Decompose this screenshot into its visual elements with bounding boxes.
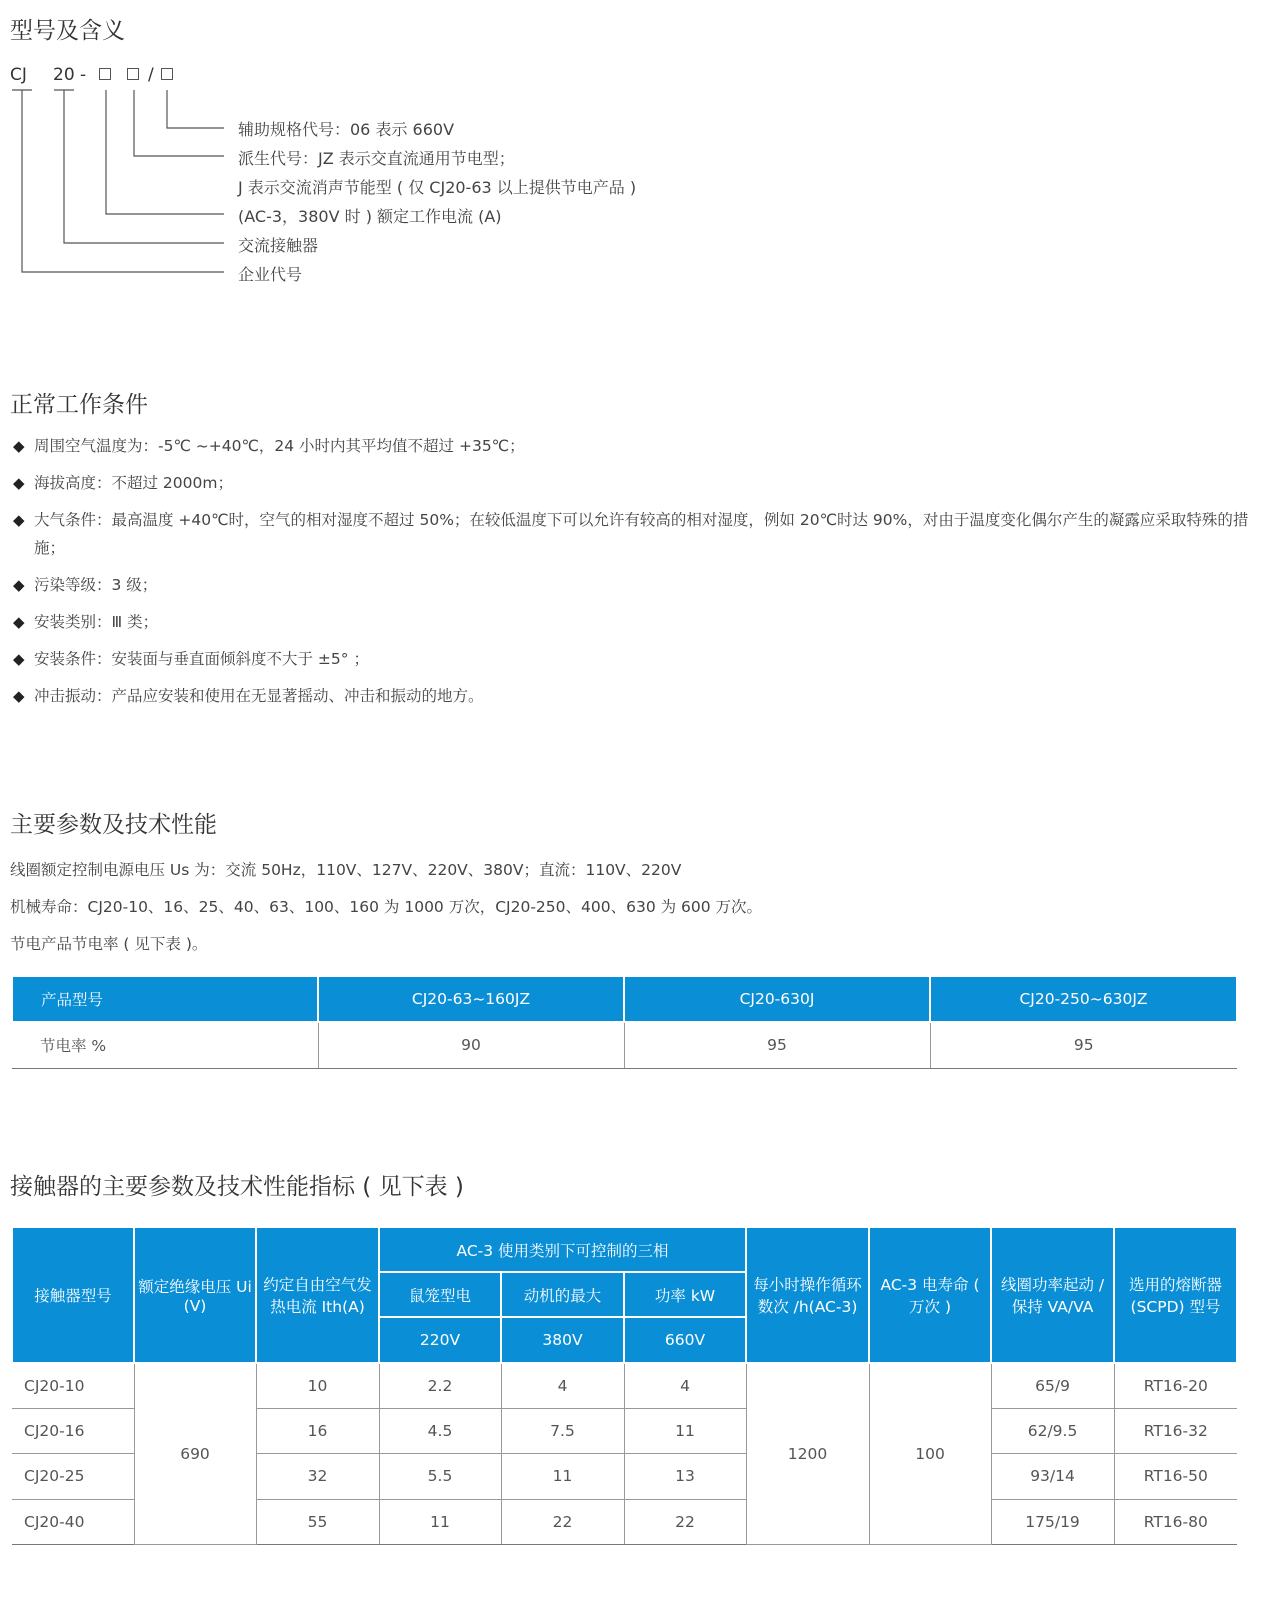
meaning-line-2: 派生代号：JZ 表示交直流通用节电型； (238, 149, 515, 168)
table-row (12, 1363, 1237, 1408)
diamond-bullet-icon: ◆ (13, 511, 25, 529)
header-sub-2: 动机的最大 (501, 1272, 624, 1317)
header-life: AC-3 电寿命 ( 万次 ) (869, 1227, 991, 1363)
cell-life-shared: 100 (869, 1363, 991, 1544)
model-meaning-heading: 型号及含义 (10, 18, 125, 44)
meaning-line-6: 企业代号 (238, 265, 303, 284)
cell-coil: 175/19 (991, 1499, 1114, 1544)
diamond-bullet-icon: ◆ (13, 576, 25, 594)
saving-cell: 95 (930, 1022, 1237, 1068)
cell-coil: 93/14 (991, 1453, 1114, 1499)
cell-p220: 11 (379, 1499, 501, 1544)
diamond-bullet-icon: ◆ (13, 437, 25, 455)
condition-item: ◆ 周围空气温度为：-5℃ ~+40℃，24 小时内其平均值不超过 +35℃； (10, 432, 1250, 460)
saving-rate-table (11, 975, 1238, 1069)
cell-ui-shared: 690 (134, 1363, 256, 1544)
cell-ith: 16 (256, 1408, 379, 1453)
params-line-3: 节电产品节电率 ( 见下表 )。 (10, 935, 208, 953)
diamond-bullet-icon: ◆ (13, 613, 25, 631)
header-sub-1: 鼠笼型电 (379, 1272, 501, 1317)
saving-cell: 90 (318, 1022, 624, 1068)
header-660v: 660V (624, 1317, 746, 1363)
model-code-slash: / (148, 65, 154, 85)
cell-p380: 22 (501, 1499, 624, 1544)
header-220v: 220V (379, 1317, 501, 1363)
table-row (12, 1022, 1237, 1068)
cell-coil: 65/9 (991, 1363, 1114, 1408)
cell-p660: 4 (624, 1363, 746, 1408)
model-code-cj: CJ (10, 65, 27, 85)
saving-cell: 95 (624, 1022, 930, 1068)
cell-coil: 62/9.5 (991, 1408, 1114, 1453)
diamond-bullet-icon: ◆ (13, 650, 25, 668)
saving-header-col: CJ20-63~160JZ (318, 976, 624, 1022)
cell-p380: 11 (501, 1453, 624, 1499)
cell-fuse: RT16-20 (1114, 1363, 1237, 1408)
cell-fuse: RT16-80 (1114, 1499, 1237, 1544)
saving-header-col: CJ20-630J (624, 976, 930, 1022)
model-code-leader-lines (0, 0, 260, 290)
cell-ith: 55 (256, 1499, 379, 1544)
meaning-line-1: 辅助规格代号：06 表示 660V (238, 120, 455, 139)
cell-p220: 5.5 (379, 1453, 501, 1499)
cell-p220: 4.5 (379, 1408, 501, 1453)
condition-item: ◆ 污染等级：3 级； (10, 571, 1250, 599)
meaning-line-3: J 表示交流消声节能型 ( 仅 CJ20-63 以上提供节电产品 ) (238, 178, 637, 197)
conditions-list (10, 432, 1250, 719)
cell-model: CJ20-16 (12, 1408, 134, 1453)
cell-model: CJ20-40 (12, 1499, 134, 1544)
header-sub-3: 功率 kW (624, 1272, 746, 1317)
cell-ith: 10 (256, 1363, 379, 1408)
params-heading: 主要参数及技术性能 (10, 812, 217, 838)
params-line-2: 机械寿命：CJ20-10、16、25、40、63、100、160 为 1000 万次，CJ20-250、400、630 为 600 万次。 (10, 898, 763, 916)
cell-p220: 2.2 (379, 1363, 501, 1408)
header-ops: 每小时操作循环数次 /h(AC-3) (746, 1227, 869, 1363)
header-model: 接触器型号 (12, 1227, 134, 1363)
header-380v: 380V (501, 1317, 624, 1363)
saving-header-model: 产品型号 (12, 976, 318, 1022)
meaning-line-5: 交流接触器 (238, 236, 319, 255)
condition-item: ◆ 安装条件：安装面与垂直面倾斜度不大于 ±5° ； (10, 645, 1250, 673)
saving-row-label: 节电率 % (12, 1022, 318, 1068)
header-ith: 约定自由空气发热电流 Ith(A) (256, 1227, 379, 1363)
cell-fuse: RT16-50 (1114, 1453, 1237, 1499)
header-fuse: 选用的熔断器 (SCPD) 型号 (1114, 1227, 1237, 1363)
meaning-line-4: (AC-3，380V 时 ) 额定工作电流 (A) (238, 207, 502, 226)
contactor-params-table (11, 1226, 1238, 1545)
condition-item: ◆ 安装类别：Ⅲ 类； (10, 608, 1250, 636)
model-code-num: 20 - (53, 65, 87, 85)
cell-fuse: RT16-32 (1114, 1408, 1237, 1453)
cell-ith: 32 (256, 1453, 379, 1499)
condition-item: ◆ 大气条件：最高温度 +40℃时，空气的相对湿度不超过 50%；在较低温度下可以允许有较高的相对湿度，例如 20℃时达 90%，对由于温度变化偶尔产生的凝露应采取特殊的措施； (10, 506, 1250, 562)
condition-item: ◆ 冲击振动：产品应安装和使用在无显著摇动、冲击和振动的地方。 (10, 682, 1250, 710)
saving-header-col: CJ20-250~630JZ (930, 976, 1237, 1022)
header-ac3-group: AC-3 使用类别下可控制的三相 (379, 1227, 746, 1272)
cell-p380: 7.5 (501, 1408, 624, 1453)
cell-p660: 22 (624, 1499, 746, 1544)
diamond-bullet-icon: ◆ (13, 687, 25, 705)
conditions-heading: 正常工作条件 (10, 392, 148, 418)
cell-ops-shared: 1200 (746, 1363, 869, 1544)
params-line-1: 线圈额定控制电源电压 Us 为：交流 50Hz，110V、127V、220V、380V；直流：110V、220V (10, 861, 682, 879)
diamond-bullet-icon: ◆ (13, 474, 25, 492)
condition-item: ◆ 海拔高度：不超过 2000m； (10, 469, 1250, 497)
cell-p380: 4 (501, 1363, 624, 1408)
cell-model: CJ20-10 (12, 1363, 134, 1408)
header-coil: 线圈功率起动 / 保持 VA/VA (991, 1227, 1114, 1363)
cell-p660: 11 (624, 1408, 746, 1453)
cell-p660: 13 (624, 1453, 746, 1499)
cell-model: CJ20-25 (12, 1453, 134, 1499)
header-ui: 额定绝缘电压 Ui (V) (134, 1227, 256, 1363)
main-table-heading: 接触器的主要参数及技术性能指标 ( 见下表 ) (10, 1174, 464, 1200)
